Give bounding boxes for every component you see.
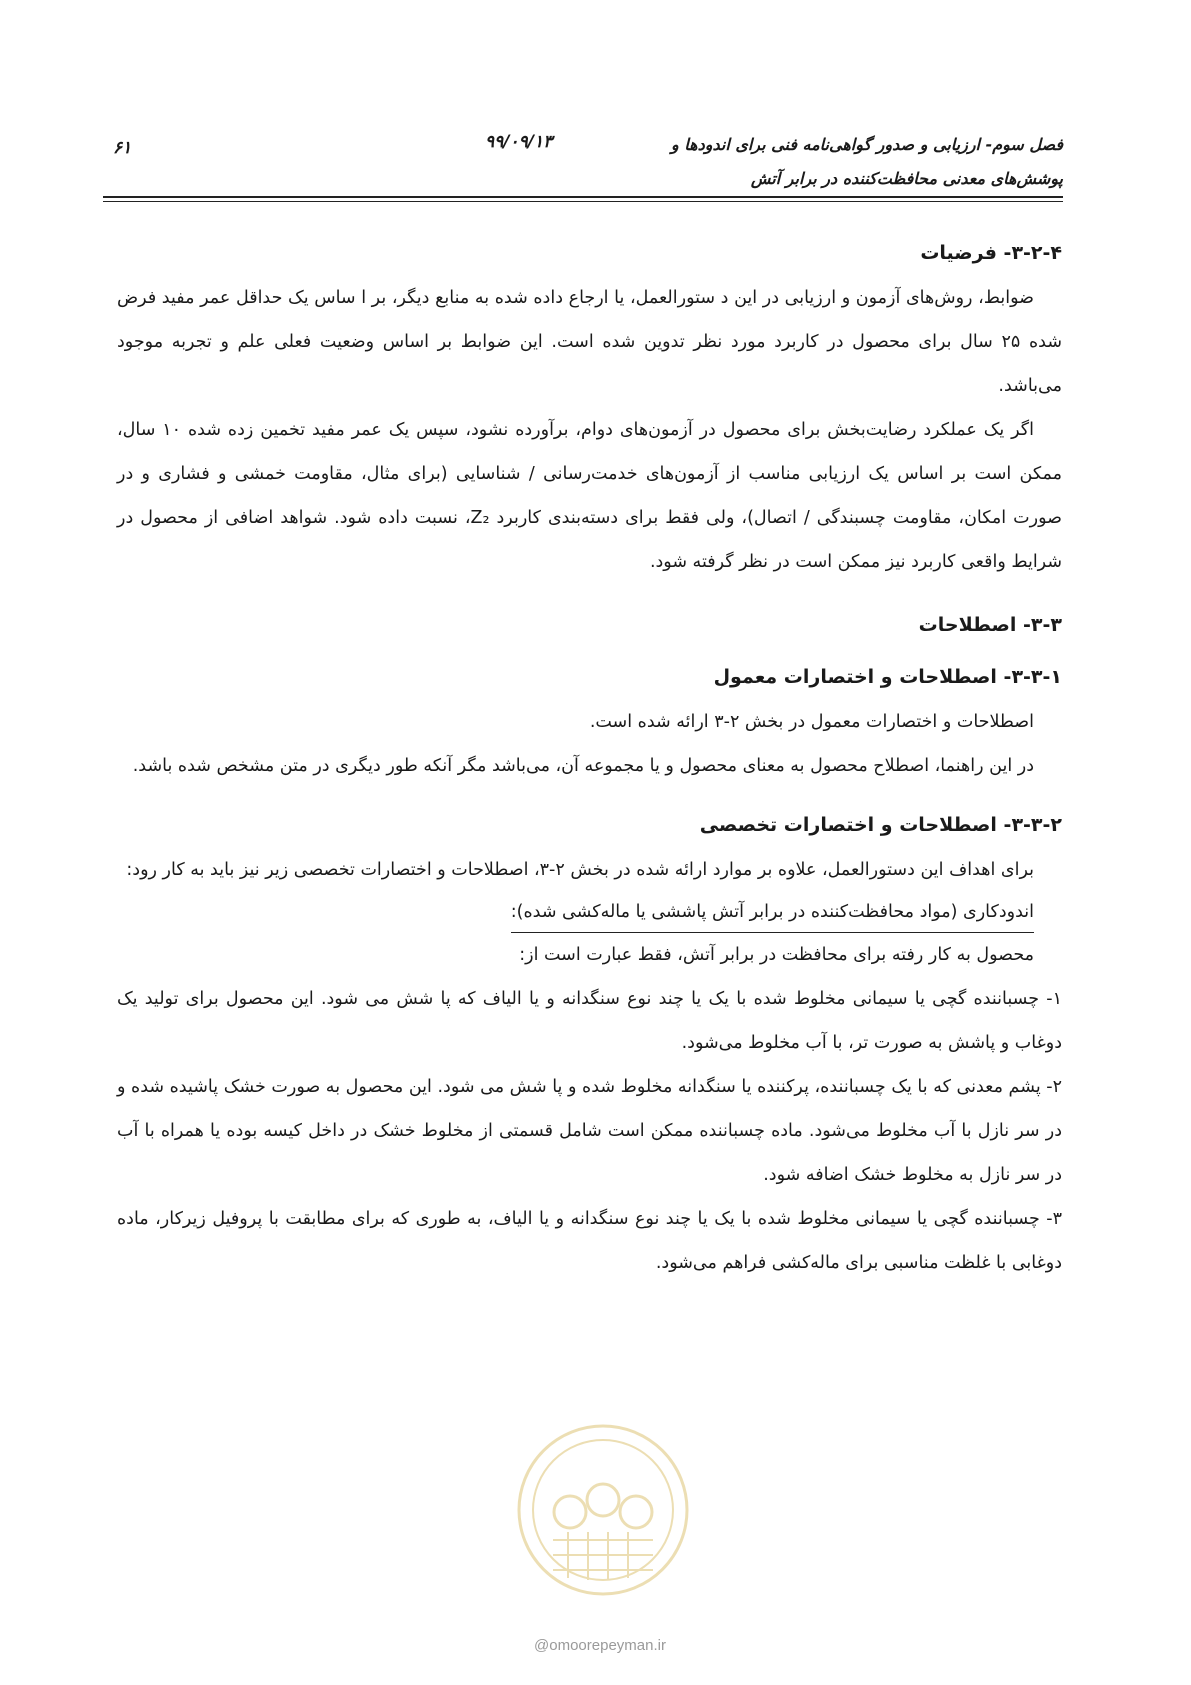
list-item: ۱- چسباننده گچی یا سیمانی مخلوط شده با یک یا چند نوع سنگدانه و یا الیاف که پا شش می شود. این محصول برای تولید یک دوغاب و پاشش به صورت تر، با آب مخلوط می‌شود. [117,989,1062,1053]
paragraph: در این راهنما، اصطلاح محصول به معنای محصول و یا مجموعه آن، می‌باشد مگر آنکه طور دیگری در متن مشخص شده باشد. [132,756,1034,776]
paragraph: اگر یک عملکرد رضایت‌بخش برای محصول در آزمون‌های دوام، برآورده نشود، سپس یک عمر مفید تخمین زده شده ۱۰ سال، ممکن است بر اساس یک ارزیابی مناسب از آزمون‌های خدمت‌رسانی / شناسایی (برای مثال، مقاومت خمشی و فشاری و در صورت امکان، مقاومت چسبندگی / اتصال)، ولی فقط برای دسته‌بندی کاربرد Z₂، نسبت داده شود. شواهد اضافی از محصول در شرایط واقعی کاربرد نیز ممکن است در نظر گرفته شود. [117,420,1063,572]
list-item: ۲- پشم معدنی که با یک چسباننده، پرکننده یا سنگدانه مخلوط شده و پا شش می شود. این محصول به صورت خشک پاشیده شده و در سر نازل با آب مخلوط می‌شود. ماده چسباننده ممکن است شامل قسمتی از مخلوط خشک در داخل کیسه بوده یا همراه با آب در سر نازل به مخلوط خشک اضافه شود. [117,1077,1062,1185]
section-heading-terms: ۳-۳- اصطلاحات [918,614,1062,636]
list-item: ۳- چسباننده گچی یا سیمانی مخلوط شده با یک یا چند نوع سنگدانه و یا الیاف، به طوری که برای مطابقت با پروفیل زیرکار، ماده دوغابی با غلظت مناسبی برای ماله‌کشی فراهم می‌شود. [117,1209,1062,1273]
paragraph: اصطلاحات و اختصارات معمول در بخش ۲-۳ ارائه شده است. [589,712,1034,732]
paragraph: ضوابط، روش‌های آزمون و ارزیابی در این د ستورالعمل، یا ارجاع داده شده به منابع دیگر، بر ا ساس یک حداقل عمر مفید فرض شده ۲۵ سال برای محصول در کاربرد مورد نظر تدوین شده است. این ضوابط بر اساس وضعیت فعلی علم و تجربه موجود می‌باشد. [117,288,1062,396]
chapter-title [671,128,1063,196]
watermark-site: @omoorepeyman.ir [534,1637,666,1654]
chapter-title-line2: پوشش‌های معدنی محافظت‌کننده در برابر آتش [750,169,1063,188]
definition-intro: محصول به کار رفته برای محافظت در برابر آتش، فقط عبارت است از: [519,945,1034,965]
document-body [117,242,1062,1285]
page-header [103,118,1063,198]
section-heading-assumptions: ۳-۲-۴- فرضیات [920,242,1062,264]
chapter-title-line1: فصل سوم- ارزیابی و صدور گواهی‌نامه فنی برای اندودها و [671,135,1063,154]
section-heading-special-terms: ۳-۳-۲- اصطلاحات و اختصارات تخصصی [699,814,1062,836]
watermark-seal-icon [508,1420,698,1600]
header-divider [103,196,1063,202]
paragraph: برای اهداف این دستورالعمل، علاوه بر موارد ارائه شده در بخش ۲-۳، اصطلاحات و اختصارات تخصصی زیر نیز باید به کار رود: [126,860,1034,880]
page-number: ۶۱ [113,138,132,158]
header-date: ۹۹/۰۹/۱۳ [485,132,553,152]
section-heading-common-terms: ۳-۳-۱- اصطلاحات و اختصارات معمول [713,666,1062,688]
definition-title: اندودکاری (مواد محافظت‌کننده در برابر آتش پاششی یا ماله‌کشی شده): [511,892,1034,933]
